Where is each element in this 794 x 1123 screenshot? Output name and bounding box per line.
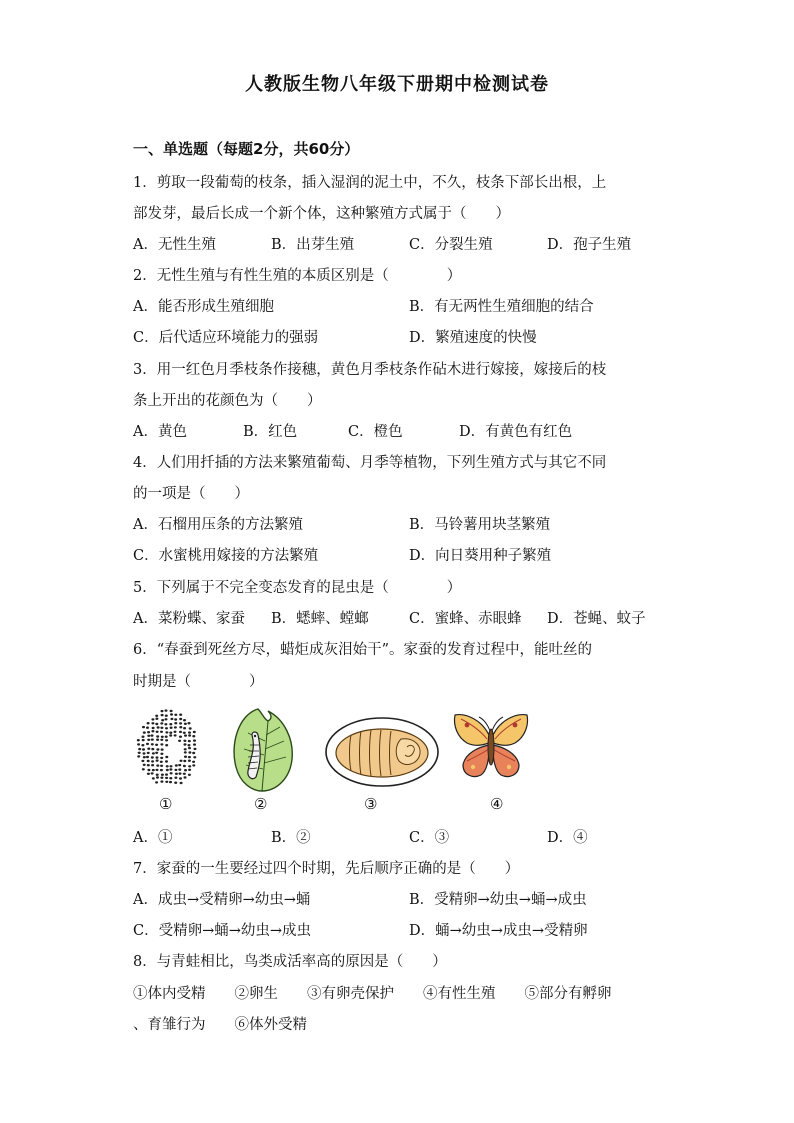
figure-label-2: ②	[254, 795, 268, 813]
egg-dot	[147, 731, 150, 733]
egg-dot	[165, 760, 168, 762]
egg-dot	[155, 781, 158, 783]
egg-dot	[183, 727, 186, 729]
egg-dot	[170, 713, 173, 715]
egg-dot	[192, 735, 195, 737]
egg-dot	[174, 722, 177, 724]
egg-dot	[184, 748, 187, 750]
egg-dot	[156, 735, 159, 737]
q6-option-d: D．④	[547, 830, 588, 846]
egg-dot	[194, 748, 197, 750]
q4-option-b: B．马铃薯用块茎繁殖	[409, 517, 551, 533]
q7-option-b: B．受精卵→幼虫→蛹→成虫	[409, 892, 587, 908]
question-3-text: 3．用一红色月季枝条作接穗，黄色月季枝条作砧木进行嫁接，嫁接后的枝	[133, 362, 607, 378]
egg-dot	[155, 715, 158, 717]
egg-dot	[174, 777, 177, 779]
egg-dot	[166, 765, 169, 767]
egg-dot	[142, 768, 145, 770]
egg-dot	[147, 769, 150, 771]
egg-dot	[156, 731, 159, 733]
egg-dot	[165, 709, 168, 711]
egg-dot	[156, 756, 159, 758]
egg-dot	[143, 756, 146, 758]
eggs-illustration	[135, 707, 201, 789]
egg-dot	[156, 769, 159, 771]
egg-dot	[179, 777, 182, 779]
egg-dot	[174, 714, 177, 716]
egg-dot	[151, 730, 154, 732]
q3-option-a: A．黄色	[133, 424, 187, 440]
egg-dot	[183, 740, 186, 742]
egg-dot	[155, 718, 158, 720]
egg-dot	[165, 781, 168, 783]
egg-dot	[151, 748, 154, 750]
egg-dot	[166, 769, 169, 771]
question-6-text-cont: 时期是（ ）	[133, 674, 264, 690]
egg-dot	[179, 714, 182, 716]
egg-dot	[174, 726, 177, 728]
egg-dot	[147, 748, 150, 750]
question-3-text-cont: 条上开出的花颜色为（ ）	[133, 393, 322, 409]
q5-option-c: C．蜜蜂、赤眼蜂	[409, 611, 522, 627]
egg-dot	[151, 772, 154, 774]
egg-dot	[160, 780, 163, 782]
egg-dot	[183, 732, 186, 734]
egg-dot	[169, 723, 172, 725]
egg-dot	[151, 743, 154, 745]
egg-dot	[170, 727, 173, 729]
egg-dot	[188, 731, 191, 733]
egg-dot	[179, 772, 182, 774]
q2-option-d: D．繁殖速度的快慢	[409, 330, 537, 346]
exam-title: 人教版生物八年级下册期中检测试卷	[245, 74, 549, 95]
egg-dot	[170, 765, 173, 767]
egg-dot	[141, 760, 144, 762]
egg-dot	[143, 731, 146, 733]
egg-dot	[151, 756, 154, 758]
egg-dot	[151, 764, 154, 766]
egg-dot	[161, 719, 164, 721]
egg-dot	[160, 739, 163, 741]
egg-dot	[183, 760, 186, 762]
egg-dot	[184, 756, 187, 758]
egg-dot	[146, 743, 149, 745]
egg-dot	[192, 752, 195, 754]
egg-dot	[165, 777, 168, 779]
egg-dot	[188, 760, 191, 762]
egg-dot	[155, 752, 158, 754]
egg-dot	[160, 727, 163, 729]
egg-dot	[160, 761, 163, 763]
q3-option-d: D．有黄色有红色	[459, 424, 573, 440]
egg-dot	[179, 736, 182, 738]
egg-dot	[179, 718, 182, 720]
egg-dot	[183, 773, 186, 775]
egg-dot	[170, 710, 173, 712]
egg-dot	[137, 739, 140, 741]
egg-dot	[151, 734, 154, 736]
egg-dot	[188, 751, 191, 753]
egg-dot	[156, 764, 159, 766]
egg-dot	[156, 739, 159, 741]
egg-dot	[192, 764, 195, 766]
egg-dot	[193, 756, 196, 758]
egg-dot	[151, 738, 154, 740]
egg-dot	[188, 765, 191, 767]
egg-dot	[189, 727, 192, 729]
egg-dot	[151, 760, 154, 762]
egg-dot	[184, 769, 187, 771]
egg-dot	[142, 739, 145, 741]
egg-dot	[138, 752, 141, 754]
egg-dot	[169, 781, 172, 783]
question-5-text: 5．下列属于不完全变态发育的昆虫是（ ）	[133, 580, 462, 596]
q1-option-a: A．无性生殖	[133, 237, 216, 253]
egg-dot	[142, 726, 145, 728]
q2-option-c: C．后代适应环境能力的强弱	[133, 330, 319, 346]
egg-dot	[193, 743, 196, 745]
adult-moth-illustration	[451, 709, 531, 785]
egg-dot	[165, 718, 168, 720]
q3-option-b: B．红色	[243, 424, 298, 440]
question-1-text: 1．剪取一段葡萄的枝条，插入湿润的泥土中，不久，枝条下部长出根，上	[133, 175, 607, 191]
q1-option-d: D．孢子生殖	[547, 237, 632, 253]
egg-dot	[152, 777, 155, 779]
egg-dot	[147, 764, 150, 766]
q2-option-b: B．有无两性生殖细胞的结合	[409, 299, 594, 315]
egg-dot	[192, 761, 195, 763]
egg-dot	[142, 748, 145, 750]
egg-dot	[174, 718, 177, 720]
egg-dot	[137, 743, 140, 745]
egg-dot	[151, 718, 154, 720]
egg-dot	[147, 722, 150, 724]
egg-dot	[169, 732, 172, 734]
q1-option-b: B．出芽生殖	[271, 237, 355, 253]
egg-dot	[188, 734, 191, 736]
egg-dot	[188, 740, 191, 742]
egg-dot	[137, 755, 140, 757]
question-4-text: 4．人们用扦插的方法来繁殖葡萄、月季等植物，下列生殖方式与其它不同	[133, 455, 607, 471]
q5-option-a: A．菜粉蝶、家蚕	[133, 611, 245, 627]
egg-dot	[179, 731, 182, 733]
egg-dot	[160, 753, 163, 755]
egg-dot	[147, 752, 150, 754]
egg-dot	[161, 774, 164, 776]
egg-dot	[165, 736, 168, 738]
egg-dot	[160, 722, 163, 724]
egg-dot	[142, 736, 145, 738]
egg-dot	[155, 744, 158, 746]
egg-dot	[146, 727, 149, 729]
egg-dot	[161, 748, 164, 750]
larva-on-leaf-illustration	[228, 705, 298, 795]
q3-option-c: C．橙色	[348, 424, 403, 440]
egg-dot	[156, 759, 159, 761]
question-8-choices-cont: 、育雏行为 ⑥体外受精	[133, 1017, 307, 1033]
egg-dot	[180, 760, 183, 762]
q7-option-d: D．蛹→幼虫→成虫→受精卵	[409, 923, 588, 939]
egg-dot	[157, 726, 160, 728]
q6-option-b: B．②	[271, 830, 311, 846]
egg-dot	[178, 768, 181, 770]
egg-dot	[165, 727, 168, 729]
q1-option-c: C．分裂生殖	[409, 237, 493, 253]
figure-label-3: ③	[364, 795, 378, 813]
figure-label-4: ④	[490, 795, 504, 813]
egg-dot	[165, 739, 168, 741]
q4-option-d: D．向日葵用种子繁殖	[409, 548, 552, 564]
egg-dot	[174, 769, 177, 771]
egg-dot	[188, 744, 191, 746]
question-2-text: 2．无性生殖与有性生殖的本质区别是（ ）	[133, 268, 462, 284]
question-8-choices: ①体内受精 ②卵生 ③有卵壳保护 ④有性生殖 ⑤部分有孵卵	[133, 986, 612, 1002]
egg-dot	[169, 768, 172, 770]
egg-dot	[178, 740, 181, 742]
egg-dot	[188, 756, 191, 758]
silkworm-stages-figure	[133, 705, 673, 820]
egg-dot	[188, 769, 191, 771]
egg-dot	[152, 769, 155, 771]
section-heading: 一、单选题（每题2分，共60分）	[133, 140, 360, 158]
egg-dot	[175, 764, 178, 766]
egg-dot	[160, 765, 163, 767]
q7-option-a: A．成虫→受精卵→幼虫→蛹	[133, 892, 311, 908]
egg-dot	[161, 710, 164, 712]
q5-option-b: B．蟋蟀、螳螂	[271, 611, 369, 627]
egg-dot	[152, 752, 155, 754]
egg-dot	[184, 743, 187, 745]
egg-dot	[160, 777, 163, 779]
egg-dot	[165, 744, 168, 746]
egg-dot	[156, 748, 159, 750]
egg-dot	[183, 765, 186, 767]
egg-dot	[178, 764, 181, 766]
egg-dot	[170, 772, 173, 774]
egg-dot	[156, 776, 159, 778]
egg-dot	[143, 764, 146, 766]
egg-dot	[184, 723, 187, 725]
egg-dot	[147, 760, 150, 762]
egg-dot	[156, 774, 159, 776]
egg-dot	[138, 748, 141, 750]
egg-dot	[165, 715, 168, 717]
q4-option-a: A．石榴用压条的方法繁殖	[133, 517, 303, 533]
question-1-text-cont: 部发芽，最后长成一个新个体，这种繁殖方式属于（ ）	[133, 206, 510, 222]
egg-dot	[183, 719, 186, 721]
egg-dot	[175, 773, 178, 775]
egg-dot	[164, 723, 167, 725]
egg-dot	[160, 731, 163, 733]
question-8-text: 8．与青蛙相比，鸟类成活率高的原因是（ ）	[133, 954, 447, 970]
egg-dot	[184, 734, 187, 736]
egg-dot	[184, 751, 187, 753]
egg-dot	[161, 714, 164, 716]
question-4-text-cont: 的一项是（ ）	[133, 486, 249, 502]
egg-dot	[160, 743, 163, 745]
egg-dot	[188, 747, 191, 749]
egg-dot	[165, 731, 168, 733]
egg-dot	[174, 734, 177, 736]
figure-label-1: ①	[159, 795, 173, 813]
egg-dot	[161, 736, 164, 738]
egg-dot	[165, 773, 168, 775]
q2-option-a: A．能否形成生殖细胞	[133, 299, 274, 315]
egg-dot	[141, 744, 144, 746]
q7-option-c: C．受精卵→蛹→幼虫→成虫	[133, 923, 312, 939]
egg-dot	[169, 777, 172, 779]
egg-dot	[160, 769, 163, 771]
q5-option-d: D．苍蝇、蚊子	[547, 611, 646, 627]
egg-dot	[179, 722, 182, 724]
egg-dot	[184, 776, 187, 778]
egg-dot	[155, 723, 158, 725]
q6-option-a: A．①	[133, 830, 173, 846]
pupa-in-cocoon-illustration	[323, 715, 441, 789]
egg-dot	[147, 739, 150, 741]
egg-dot	[146, 756, 149, 758]
egg-dot	[193, 739, 196, 741]
egg-dot	[147, 735, 150, 737]
q4-option-c: C．水蜜桃用嫁接的方法繁殖	[133, 548, 319, 564]
egg-dot	[174, 731, 177, 733]
q6-option-c: C．③	[409, 830, 450, 846]
egg-dot	[180, 782, 183, 784]
egg-dot	[160, 757, 163, 759]
egg-dot	[179, 726, 182, 728]
egg-dot	[193, 731, 196, 733]
question-7-text: 7．家蚕的一生要经过四个时期，先后顺序正确的是（ ）	[133, 861, 520, 877]
egg-dot	[165, 756, 168, 758]
egg-dot	[169, 734, 172, 736]
egg-dot	[151, 722, 154, 724]
egg-dot	[170, 718, 173, 720]
egg-dot	[188, 722, 191, 724]
egg-dot	[152, 727, 155, 729]
egg-dot	[143, 752, 146, 754]
question-6-text: 6．“春蚕到死丝方尽，蜡炬成灰泪始干”。家蚕的发育过程中，能吐丝的	[133, 642, 593, 658]
egg-dot	[147, 773, 150, 775]
egg-dot	[174, 782, 177, 784]
egg-dot	[188, 774, 191, 776]
